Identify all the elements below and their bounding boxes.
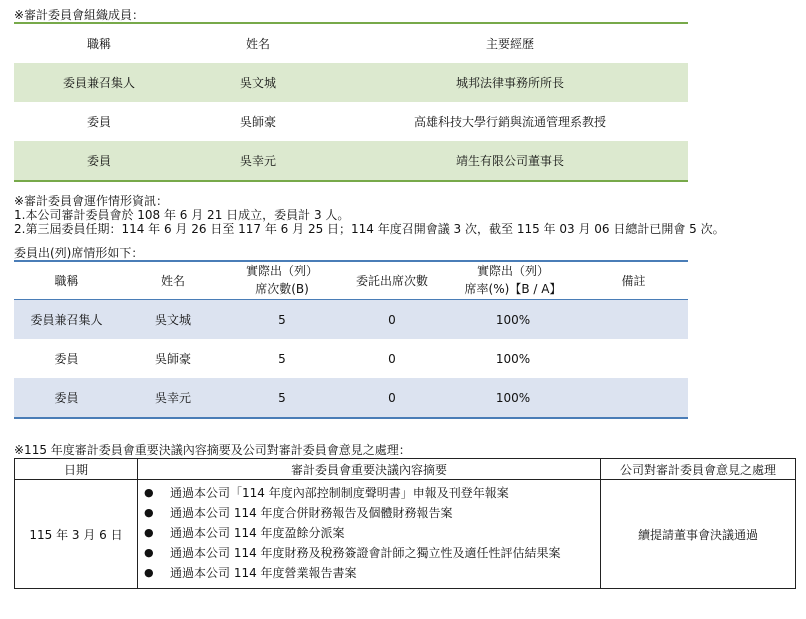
attendance-header-name: 姓名 [160,273,185,288]
member-experience: 城邦法律事務所所長 [455,76,564,90]
committee-header-name: 姓名 [245,37,270,51]
attendance-header-actual [227,262,337,298]
attendance-header-title: 職稱 [54,273,79,288]
attendance-title: 委員 [54,391,79,405]
table-row [14,141,688,182]
resolutions-header-handling: 公司對審計委員會意見之處理 [601,459,796,480]
committee-table [14,24,688,182]
attendance-proxy: 0 [388,312,396,327]
resolution-list [144,484,596,582]
member-name: 吳師豪 [239,115,276,129]
attendance-header-remarks: 備註 [621,273,646,288]
member-title: 委員兼召集人 [62,76,135,90]
list-item [144,524,596,542]
committee-header-title: 職稱 [86,37,111,51]
resolution-items [138,480,601,589]
attendance-proxy: 0 [388,351,396,366]
resolution-item-text: 通過本公司 114 年度合併財務報告及個體財務報告案 [170,506,453,520]
attendance-name: 吳幸元 [154,391,191,405]
member-title: 委員 [86,154,111,168]
committee-heading: ※審計委員會組織成員： [14,8,145,22]
table-row [14,300,688,339]
operations-heading: ※審計委員會運作情形資訊： [14,194,169,208]
resolutions-header-summary: 審計委員會重要決議內容摘要 [138,459,601,480]
resolutions-heading: ※115 年度審計委員會重要決議內容摘要及公司對審計委員會意見之處理： [14,443,411,457]
attendance-rate: 100% [495,312,531,327]
operations-line-1: 1.本公司審計委員會於 108 年 6 月 21 日成立，委員計 3 人。 [14,208,350,222]
attendance-heading: 委員出(列)席情形如下： [14,246,144,260]
bullet-icon: ● [144,486,154,499]
attendance-title: 委員兼召集人 [30,313,103,327]
list-item [144,544,596,562]
table-row [15,480,796,589]
resolution-item-text: 通過本公司 114 年度財務及稅務簽證會計師之獨立性及適任性評估結果案 [170,546,561,560]
list-item [144,504,596,522]
bullet-icon: ● [144,566,154,579]
member-title: 委員 [86,115,111,129]
attendance-actual: 5 [278,351,286,366]
member-name: 吳文城 [239,76,276,90]
resolution-item-text: 通過本公司 114 年度盈餘分派案 [170,526,345,540]
resolution-handling: 續提請董事會決議通過 [601,480,796,589]
resolutions-header-row [15,459,796,480]
attendance-name: 吳師豪 [154,352,191,366]
attendance-rate: 100% [495,351,531,366]
table-row [14,378,688,419]
table-row [14,63,688,102]
attendance-header-actual-line1: 實際出（列） [245,264,318,278]
attendance-header-proxy: 委託出席次數 [355,273,428,288]
attendance-name: 吳文城 [154,313,191,327]
list-item [144,484,596,502]
attendance-header-actual-line2: 席次數(B) [255,282,309,296]
attendance-table [14,261,688,419]
resolutions-header-date: 日期 [15,459,138,480]
resolution-date: 115 年 3 月 6 日 [15,480,138,589]
table-row [14,102,688,141]
bullet-icon: ● [144,526,154,539]
attendance-actual: 5 [278,390,286,405]
attendance-rate: 100% [495,390,531,405]
attendance-proxy: 0 [388,390,396,405]
attendance-header-rate-line2: 席率(%)【B / A】 [464,282,562,296]
attendance-actual: 5 [278,312,286,327]
attendance-header-rate [447,262,579,298]
resolution-item-text: 通過本公司「114 年度內部控制制度聲明書」申報及刊登年報案 [170,486,509,500]
resolutions-table [14,458,796,589]
list-item [144,564,596,582]
bullet-icon: ● [144,506,154,519]
member-experience: 靖生有限公司董事長 [455,154,564,168]
table-row [14,339,688,378]
attendance-header-row [14,261,688,300]
committee-header-row [14,24,688,63]
member-name: 吳幸元 [239,154,276,168]
bullet-icon: ● [144,546,154,559]
operations-line-2: 2.第三屆委員任期：114 年 6 月 26 日至 117 年 6 月 25 日；114 年度召開會議 3 次，截至 115 年 03 月 06 日總計已開會 5 次。 [14,222,725,236]
committee-header-experience: 主要經歷 [485,37,534,51]
attendance-title: 委員 [54,352,79,366]
attendance-header-rate-line1: 實際出（列） [476,264,549,278]
member-experience: 高雄科技大學行銷與流通管理系教授 [413,115,606,129]
resolution-item-text: 通過本公司 114 年度營業報告書案 [170,566,357,580]
